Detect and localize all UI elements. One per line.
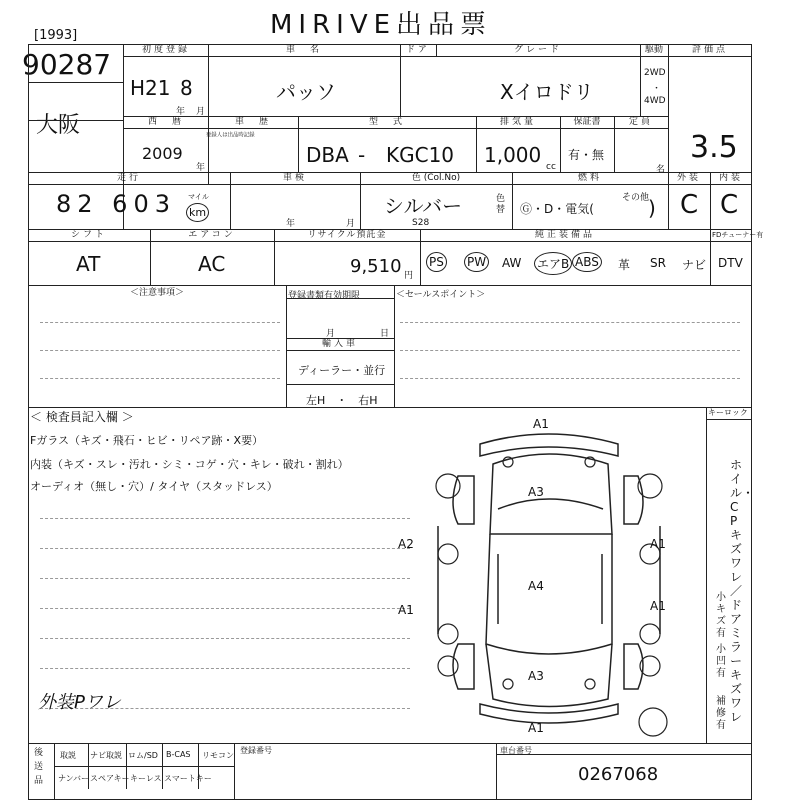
doc-navi-manual: ナビ取説 [90, 751, 122, 760]
doc-smart-key: スマートキー [164, 774, 212, 783]
year-header: 西 暦 [147, 117, 184, 127]
first-reg-era: H21 [130, 76, 171, 100]
mark-a1-front: A1 [533, 417, 549, 431]
equipment-sr: SR [650, 256, 666, 270]
interior-header: 内装 [718, 173, 743, 183]
mark-a3-rear: A3 [528, 669, 544, 683]
warranty-value: 有・無 [568, 148, 605, 162]
drive-4wd: 4WD [644, 96, 666, 106]
mark-a1-right-rear: A1 [650, 599, 666, 613]
warranty-header: 保証書 [573, 117, 601, 127]
aircon-value: AC [198, 252, 226, 276]
equipment-leather: 革 [618, 258, 631, 272]
model-prefix: DBA [306, 143, 349, 167]
cc-unit: cc [546, 162, 556, 172]
first-reg-month: 8 [180, 76, 193, 100]
drive-dot: ・ [652, 84, 662, 94]
shift-value: AT [76, 252, 101, 276]
exterior-header: 外装 [676, 173, 701, 183]
inspection-audio-tire: オーディオ（無し・穴）/ タイヤ（スタッドレス） [30, 480, 278, 493]
notes-header: ＜注意事項＞ [129, 288, 184, 298]
docs-label: 後 送 品 [34, 748, 44, 786]
inspection-month-unit: 月 [346, 219, 356, 229]
mark-a4-roof: A4 [528, 579, 544, 593]
fuel-value: Ⓖ・D・電気( [520, 202, 594, 216]
chassis-number-value: 0267068 [578, 764, 659, 785]
mark-a3-top: A3 [528, 485, 544, 499]
reg-day-unit: 日 [380, 329, 390, 339]
inspector-header: ＜ 検査員記入欄 ＞ [30, 410, 134, 424]
fuel-other: その他 [622, 193, 650, 203]
history-header: 車 歴 [234, 117, 271, 127]
door-header: ドア [406, 45, 430, 55]
equipment-navi: ナビ [682, 258, 707, 272]
doc-rom-sd: ロム/SD [128, 751, 158, 760]
equipment-pw: PW [464, 252, 489, 272]
doc-spare-key: スペアキー [90, 774, 130, 783]
recycle-yen: 円 [404, 271, 414, 281]
car-damage-diagram [398, 414, 704, 744]
equipment-airbag: エアB [534, 252, 572, 275]
side-note-scratch: 小キズ有 [716, 592, 726, 639]
tuner-header: FDチューナー有 [712, 231, 764, 239]
fuel-header: 燃料 [577, 173, 602, 183]
month-unit: 月 [196, 107, 206, 117]
reg-number-header: 登録番号 [240, 746, 272, 755]
mileage-value: 82 603 [56, 190, 176, 218]
side-note-repair: 補修有 [716, 696, 726, 731]
aircon-header: エアコン [188, 230, 236, 240]
equipment-dtv: DTV [718, 256, 743, 270]
drive-header: 駆動 [644, 45, 663, 55]
mark-a1-left-rear: A1 [398, 603, 414, 617]
sales-points-header: ＜セールスポイント＞ [396, 290, 486, 300]
recycle-value: 9,510 [350, 256, 402, 277]
fuel-close: ) [648, 196, 656, 220]
mark-a1-right: A1 [650, 537, 666, 551]
inspection-interior: 内装（キズ・スレ・汚れ・シミ・コゲ・穴・キレ・破れ・割れ） [30, 458, 349, 471]
doc-number: ナンバー [58, 774, 90, 783]
doc-bcas: B-CAS [166, 750, 191, 759]
handle-value: 左H ・ 右H [306, 394, 378, 407]
history-note: 登録人は出品時記録 [206, 132, 255, 139]
year-value: 2009 [142, 144, 183, 163]
mileage-mile: マイル [188, 193, 209, 201]
grade-header: グレード [513, 45, 562, 55]
year-unit: 年 [176, 107, 186, 117]
doc-remote: リモコン [202, 751, 234, 760]
model-dash: - [358, 143, 366, 167]
shift-header: シフト [70, 230, 107, 240]
drive-2wd: 2WD [644, 68, 666, 78]
equipment-header: 純正装備品 [534, 230, 595, 240]
color-change: 色替 [496, 194, 506, 215]
mileage-header: 走行 [116, 173, 141, 183]
reg-month-unit: 月 [326, 329, 336, 339]
exterior-value: C [680, 190, 699, 220]
equipment-abs: ABS [572, 252, 602, 272]
import-header: 輸入車 [321, 339, 358, 349]
score-value: 3.5 [690, 130, 738, 165]
color-value: シルバー [384, 194, 463, 218]
inspection-header: 車検 [282, 173, 307, 183]
equipment-ps: PS [426, 252, 447, 272]
side-note-dent: 小凹有 [716, 644, 726, 679]
color-code: S28 [412, 218, 430, 228]
chassis-number-header: 車台番号 [500, 746, 532, 755]
score-header: 評価点 [691, 45, 728, 55]
lot-location: 大阪 [36, 113, 81, 138]
model-header: 型 式 [368, 117, 405, 127]
import-value: ディーラー・並行 [298, 364, 386, 377]
mark-a2-left: A2 [398, 537, 414, 551]
displacement-value: 1,000 [484, 143, 542, 167]
lot-id: [1993] [34, 28, 78, 43]
lot-number: 90287 [22, 48, 112, 81]
year-value-unit: 年 [196, 163, 206, 173]
key-lock-header: キーロック [708, 408, 748, 417]
car-name-header: 車 名 [285, 45, 322, 55]
reg-deadline-header: 登録書類有効期限 [288, 291, 361, 301]
handwritten-note: 外装Pワレ [38, 692, 121, 713]
grade-value: Xイロドリ [500, 80, 594, 104]
inspection-year-unit: 年 [286, 219, 296, 229]
side-note-main: ホイル・CPキズ ワレ／ドアミラーキズ ワレ [730, 458, 755, 724]
mileage-km: km [186, 203, 209, 222]
displacement-header: 排気量 [499, 117, 536, 127]
recycle-header: リサイクル預託金 [307, 230, 387, 240]
doc-keyless: キーレス [130, 774, 162, 783]
page-title: MIRIVE出品票 [270, 10, 493, 40]
capacity-header: 定員 [628, 117, 653, 127]
doc-manual: 取説 [60, 751, 76, 760]
first-reg-header: 初度登録 [141, 45, 190, 55]
car-name-value: パッソ [276, 80, 336, 104]
inspection-fglass: Fガラス（キズ・飛石・ヒビ・リペア跡・X要） [30, 434, 264, 447]
color-header: 色 (Col.No) [411, 173, 461, 183]
mark-a1-rear: A1 [528, 721, 544, 735]
equipment-aw: AW [502, 256, 522, 270]
interior-value: C [720, 190, 739, 220]
capacity-unit: 名 [656, 165, 666, 175]
model-code: KGC10 [386, 143, 455, 167]
